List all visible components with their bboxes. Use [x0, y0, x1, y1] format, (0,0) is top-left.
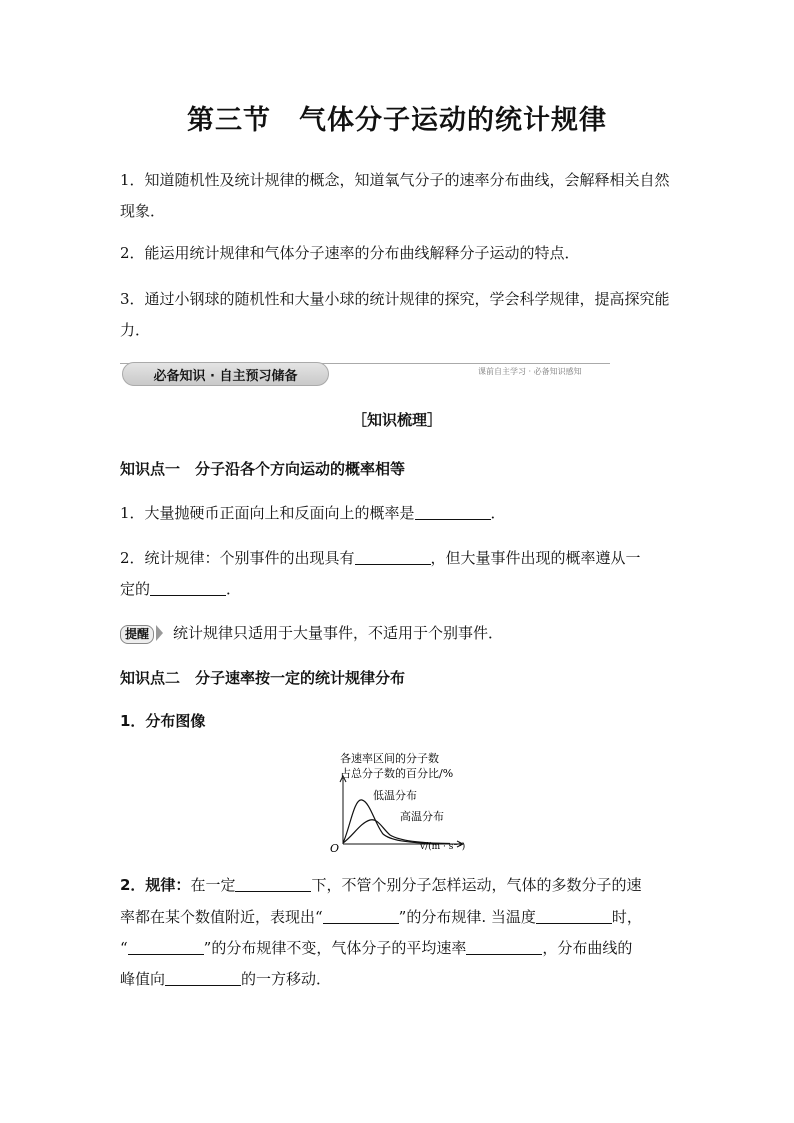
fill-blank[interactable] — [415, 503, 491, 520]
curve-low-label: 低温分布 — [373, 789, 417, 802]
objective-3: 3．通过小钢球的随机性和大量小球的统计规律的探究，学会科学规律，提高探究能力． — [120, 290, 670, 339]
kp1-item-2-text-2: ，但大量事件出现的概率遵从一 — [430, 549, 641, 567]
tip-row — [120, 622, 503, 644]
tip-badge: 提醒 — [120, 625, 154, 644]
speed-distribution-figure — [320, 748, 490, 856]
rule-line-1 — [120, 874, 641, 895]
objective-2: 2．能运用统计规律和气体分子速率的分布曲线解释分子运动的特点． — [120, 244, 580, 262]
fill-blank[interactable] — [323, 907, 399, 924]
kp1-item-1-text: 1．大量抛硬币正面向上和反面向上的概率是 — [120, 504, 415, 522]
section-banner: 必备知识 · 自主预习储备 — [122, 362, 329, 386]
kp2-heading: 知识点二 分子速率按一定的统计规律分布 — [120, 669, 406, 687]
rule-text-4b: 的一方移动． — [241, 970, 332, 988]
fill-blank[interactable] — [536, 907, 612, 924]
rule-text-3b: ”的分布规律不变，气体分子的平均速率 — [203, 939, 467, 957]
kp2-subheading: 1．分布图像 — [120, 712, 206, 730]
kp1-item-1 — [120, 502, 506, 523]
rule-line-3 — [120, 937, 632, 958]
tip-text: 统计规律只适用于大量事件，不适用于个别事件． — [173, 624, 504, 642]
kp1-item-2-line-2 — [120, 578, 241, 599]
kp1-heading: 知识点一 分子沿各个方向运动的概率相等 — [120, 460, 406, 478]
banner-subtitle: 课前自主学习 · 必备知识感知 — [478, 367, 582, 376]
rule-text-1a: 在一定 — [190, 876, 236, 894]
objective-1: 1．知道随机性及统计规律的概念，知道氧气分子的速率分布曲线，会解释相关自然现象． — [120, 171, 670, 220]
fill-blank[interactable] — [235, 875, 311, 892]
kp1-item-1-end: ． — [490, 504, 506, 522]
tip-arrow-icon — [156, 625, 163, 641]
fill-blank[interactable] — [165, 969, 241, 986]
rule-text-2b: ”的分布规律. 当温度 — [398, 908, 536, 926]
figure-origin: O — [330, 842, 340, 855]
curve-high-label: 高温分布 — [400, 810, 444, 823]
rule-line-2 — [120, 906, 642, 927]
fill-blank[interactable] — [150, 579, 226, 596]
fill-blank[interactable] — [466, 938, 542, 955]
page-title: 第三节 气体分子运动的统计规律 — [187, 105, 607, 136]
section-title: ［知识梳理］ — [351, 411, 442, 429]
kp1-item-2-end: ． — [226, 580, 242, 598]
figure-ylabel-line-2: 占总分子数的百分比/% — [340, 767, 454, 780]
rule-line-4 — [120, 968, 331, 989]
kp1-item-2 — [120, 547, 641, 568]
rule-text-2c: 时， — [611, 908, 642, 926]
kp1-item-2-text-3: 定的 — [120, 580, 151, 598]
figure-xlabel: v/(m · s⁻¹) — [420, 842, 466, 852]
kp1-item-2-text: 2．统计规律：个别事件的出现具有 — [120, 549, 355, 567]
rule-label: 2．规律： — [120, 876, 191, 894]
rule-text-3a: “ — [120, 939, 128, 957]
rule-text-2a: 率都在某个数值附近，表现出“ — [120, 908, 323, 926]
rule-text-1b: 下，不管个别分子怎样运动，气体的多数分子的速 — [311, 876, 642, 894]
rule-text-3c: ，分布曲线的 — [542, 939, 633, 957]
figure-ylabel-line-1: 各速率区间的分子数 — [340, 752, 439, 765]
fill-blank[interactable] — [355, 548, 431, 565]
rule-text-4a: 峰值向 — [120, 970, 166, 988]
fill-blank[interactable] — [128, 938, 204, 955]
